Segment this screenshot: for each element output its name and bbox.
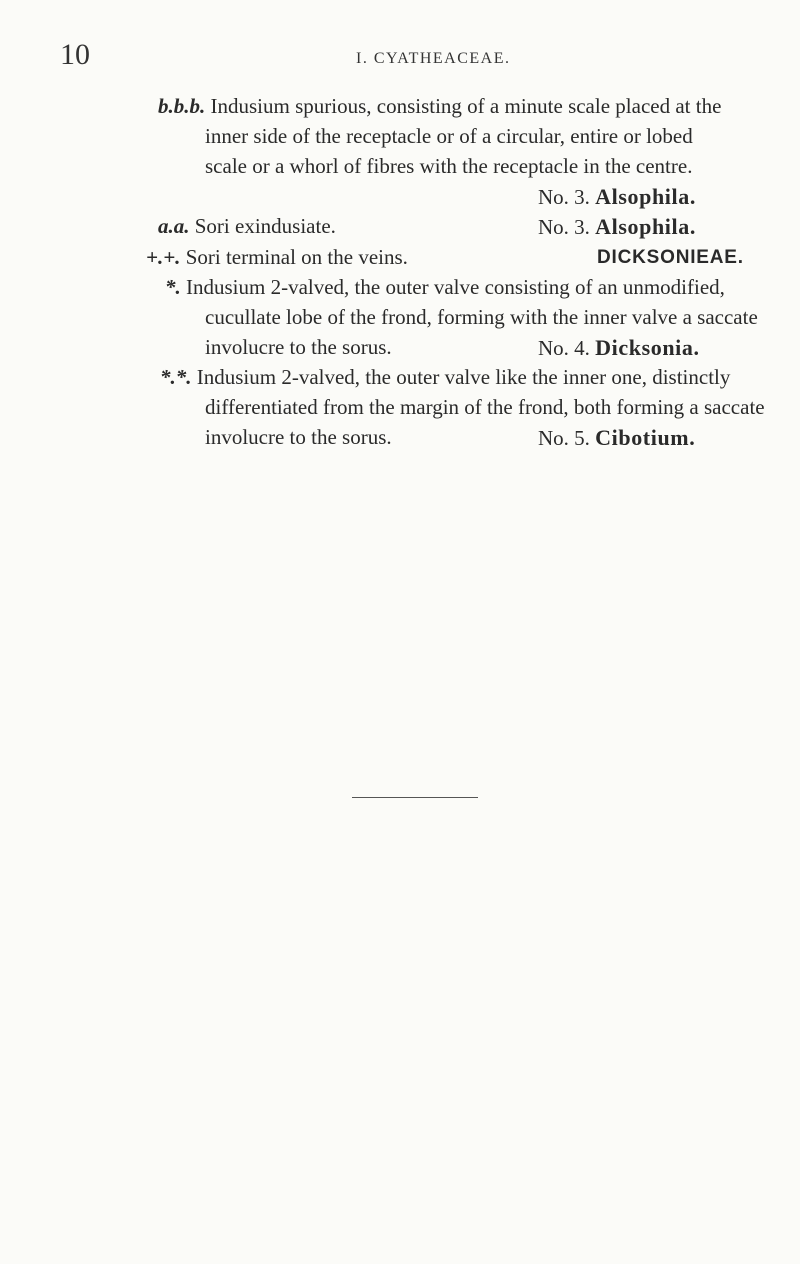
key-text-bbb-3: scale or a whorl of fibres with the receptacle in the centre. (205, 154, 693, 178)
genus-name: Dicksonia. (595, 335, 700, 360)
key-result-star (538, 337, 700, 359)
genus-number: No. 4. (538, 336, 590, 360)
key-text-starstar-2: differentiated from the margin of the frond, both forming a saccate (205, 395, 765, 419)
key-text-starstar-1: Indusium 2-valved, the outer valve like the inner one, distinctly (196, 365, 731, 389)
running-title: I. CYATHEACEAE. (356, 50, 511, 67)
key-text-star-2: cucullate lobe of the frond, forming with the inner valve a saccate (205, 305, 758, 329)
key-text-bbb-1: Indusium spurious, consisting of a minute scale placed at the (210, 94, 722, 118)
family-heading: DICKSONIEAE. (597, 247, 744, 268)
key-result-aa (538, 216, 696, 238)
genus-name: Alsophila. (595, 184, 696, 209)
key-mark-starstar: *.*. (160, 365, 192, 389)
key-text-bbb-2: inner side of the receptacle or of a circular, entire or lobed (205, 124, 693, 148)
genus-number: No. 3. (538, 185, 590, 209)
key-mark-aa: a.a. (158, 214, 190, 238)
key-line-starstar-1 (160, 367, 730, 388)
key-result-bbb (538, 186, 696, 208)
key-text-aa: Sori exindusiate. (194, 214, 336, 238)
key-text-star-1: Indusium 2-valved, the outer valve consisting of an unmodified, (186, 275, 725, 299)
genus-name: Cibotium. (595, 425, 696, 450)
key-text-star-3: involucre to the sorus. (205, 335, 392, 359)
key-text-starstar-3: involucre to the sorus. (205, 425, 392, 449)
genus-number: No. 3. (538, 215, 590, 239)
key-line-star-1 (165, 277, 725, 298)
page-number: 10 (60, 38, 90, 71)
key-line-aa (158, 216, 336, 237)
genus-name: Alsophila. (595, 214, 696, 239)
genus-number: No. 5. (538, 426, 590, 450)
key-mark-star: *. (165, 275, 181, 299)
section-divider (352, 797, 478, 798)
key-text-cross: Sori terminal on the veins. (185, 245, 408, 269)
key-mark-bbb: b.b.b. (158, 94, 206, 118)
key-result-starstar (538, 427, 695, 449)
key-line-cross (146, 247, 408, 268)
key-mark-cross: +.+. (146, 245, 181, 269)
key-line-bbb-1 (158, 96, 721, 117)
